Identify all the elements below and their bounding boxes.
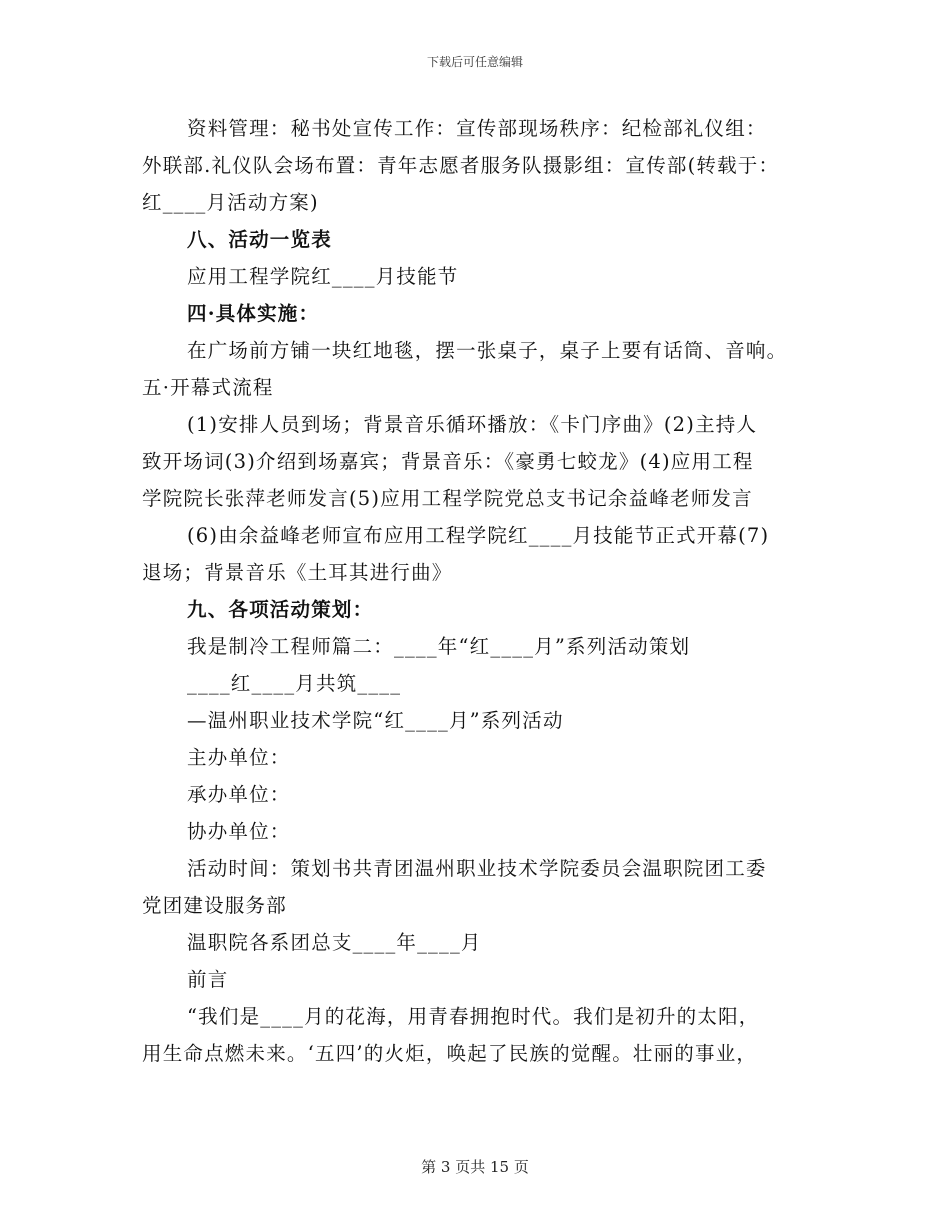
text-line: 用生命点燃未来。‘五四’的火炬，唤起了民族的觉醒。壮丽的事业， [142, 1042, 758, 1065]
section-heading: 四·具体实施： [187, 302, 320, 325]
text-line: 党团建设服务部 [142, 894, 287, 917]
text-line: (1)安排人员到场；背景音乐循环播放：《卡门序曲》(2)主持人 [187, 413, 758, 436]
text-line: 我是制冷工程师篇二：____年“红____月”系列活动策划 [187, 635, 691, 658]
text-line: 活动时间：策划书共青团温州职业技术学院委员会温职院团工委 [187, 857, 767, 880]
text-line: 协办单位： [187, 820, 291, 843]
text-line: 外联部.礼仪队会场布置：青年志愿者服务队摄影组：宣传部(转载于： [142, 154, 780, 177]
page-header: 下载后可任意编辑 [426, 55, 523, 69]
text-line: 红____月活动方案) [142, 191, 319, 214]
text-line: 五·开幕式流程 [142, 376, 274, 399]
text-line: 退场；背景音乐《土耳其进行曲》 [142, 561, 453, 584]
text-line: 应用工程学院红____月技能节 [187, 265, 459, 288]
text-line: —温州职业技术学院“红____月”系列活动 [187, 709, 564, 732]
text-line: ____红____月共筑____ [187, 672, 402, 695]
text-line: (6)由余益峰老师宣布应用工程学院红____月技能节正式开幕(7) [187, 524, 770, 547]
text-line: 学院院长张萍老师发言(5)应用工程学院党总支书记余益峰老师发言 [142, 487, 753, 510]
text-line: 致开场词(3)介绍到场嘉宾；背景音乐：《豪勇七蛟龙》(4)应用工程 [142, 450, 754, 473]
text-line: 主办单位： [187, 746, 291, 769]
page-footer: 第 3 页共 15 页 [421, 1158, 529, 1176]
text-line: 前言 [187, 968, 229, 991]
text-line: “我们是____月的花海，用青春拥抱时代。我们是初升的太阳， [187, 1005, 760, 1028]
text-line: 资料管理：秘书处宣传工作：宣传部现场秩序：纪检部礼仪组： [187, 117, 767, 140]
text-line: 温职院各系团总支____年____月 [187, 931, 482, 954]
document-body [142, 110, 812, 1072]
section-heading: 八、活动一览表 [187, 228, 332, 251]
text-line: 承办单位： [187, 783, 291, 806]
text-line: 在广场前方铺一块红地毯，摆一张桌子，桌子上要有话筒、音响。 [187, 339, 788, 362]
section-heading: 九、各项活动策划： [187, 598, 374, 621]
